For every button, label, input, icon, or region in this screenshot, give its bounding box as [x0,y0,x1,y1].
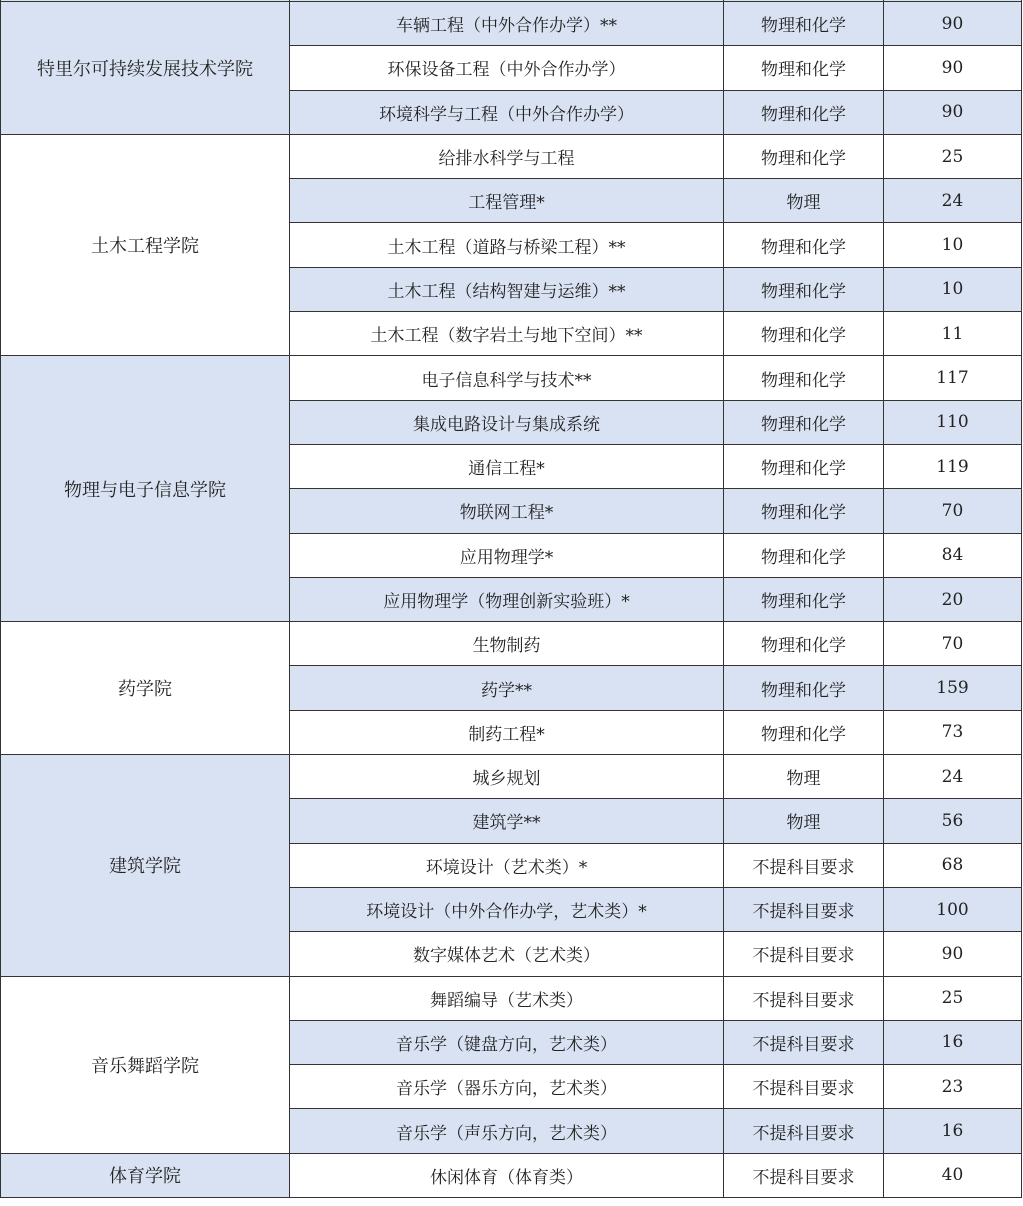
enrollment-count: 11 [884,312,1022,356]
subject-requirement: 不提科目要求 [724,976,884,1020]
major-name: 环境设计（中外合作办学，艺术类）* [290,887,724,931]
major-name: 土木工程（道路与桥梁工程）** [290,223,724,267]
table-row [1,356,1022,400]
enrollment-count: 56 [884,799,1022,843]
major-name: 休闲体育（体育类） [290,1153,724,1197]
table-row [1,134,1022,178]
enrollment-count: 70 [884,622,1022,666]
major-name: 集成电路设计与集成系统 [290,400,724,444]
subject-requirement: 物理和化学 [724,710,884,754]
major-name: 制药工程* [290,710,724,754]
major-name: 生物制药 [290,622,724,666]
major-name: 应用物理学* [290,533,724,577]
subject-requirement: 物理和化学 [724,312,884,356]
enrollment-count: 100 [884,887,1022,931]
enrollment-count: 73 [884,710,1022,754]
subject-requirement: 物理和化学 [724,356,884,400]
enrollment-count: 159 [884,666,1022,710]
major-name: 城乡规划 [290,755,724,799]
enrollment-count: 90 [884,90,1022,134]
major-name: 环保设备工程（中外合作办学） [290,46,724,90]
subject-requirement: 物理和化学 [724,577,884,621]
subject-requirement: 物理和化学 [724,2,884,46]
table-row [1,976,1022,1020]
subject-requirement: 物理和化学 [724,134,884,178]
subject-requirement: 物理和化学 [724,267,884,311]
enrollment-count: 20 [884,577,1022,621]
enrollment-count: 23 [884,1065,1022,1109]
subject-requirement: 不提科目要求 [724,843,884,887]
subject-requirement: 不提科目要求 [724,1020,884,1064]
enrollment-count: 68 [884,843,1022,887]
college-name: 土木工程学院 [1,134,290,355]
subject-requirement: 物理和化学 [724,90,884,134]
major-name: 土木工程（数字岩土与地下空间）** [290,312,724,356]
subject-requirement: 物理和化学 [724,46,884,90]
subject-requirement: 物理和化学 [724,444,884,488]
college-name: 建筑学院 [1,755,290,976]
enrollment-count: 10 [884,267,1022,311]
subject-requirement: 不提科目要求 [724,887,884,931]
major-name: 数字媒体艺术（艺术类） [290,932,724,976]
enrollment-count: 24 [884,755,1022,799]
college-name: 物理与电子信息学院 [1,356,290,622]
enrollment-count: 90 [884,46,1022,90]
table-row [1,622,1022,666]
enrollment-count: 117 [884,356,1022,400]
subject-requirement: 物理 [724,179,884,223]
subject-requirement: 物理和化学 [724,666,884,710]
table-row [1,755,1022,799]
subject-requirement: 物理和化学 [724,533,884,577]
major-name: 给排水科学与工程 [290,134,724,178]
major-name: 应用物理学（物理创新实验班）* [290,577,724,621]
college-name: 体育学院 [1,1153,290,1197]
table-row [1,1153,1022,1197]
subject-requirement: 不提科目要求 [724,1109,884,1153]
enrollment-count: 25 [884,976,1022,1020]
subject-requirement: 物理 [724,799,884,843]
major-name: 舞蹈编导（艺术类） [290,976,724,1020]
major-name: 环境科学与工程（中外合作办学） [290,90,724,134]
enrollment-count: 84 [884,533,1022,577]
enrollment-count: 70 [884,489,1022,533]
college-name: 音乐舞蹈学院 [1,976,290,1153]
subject-requirement: 物理和化学 [724,622,884,666]
enrollment-count: 90 [884,2,1022,46]
table-body [1,0,1022,1198]
subject-requirement: 不提科目要求 [724,932,884,976]
major-name: 药学** [290,666,724,710]
subject-requirement: 物理和化学 [724,223,884,267]
major-name: 音乐学（键盘方向，艺术类） [290,1020,724,1064]
subject-requirement: 物理 [724,755,884,799]
subject-requirement: 不提科目要求 [724,1065,884,1109]
enrollment-count: 90 [884,932,1022,976]
enrollment-count: 16 [884,1109,1022,1153]
enrollment-count: 10 [884,223,1022,267]
subject-requirement: 物理和化学 [724,489,884,533]
enrollment-count: 25 [884,134,1022,178]
enrollment-count: 110 [884,400,1022,444]
major-name: 土木工程（结构智建与运维）** [290,267,724,311]
college-name: 特里尔可持续发展技术学院 [1,2,290,135]
college-name: 药学院 [1,622,290,755]
major-name: 车辆工程（中外合作办学）** [290,2,724,46]
major-name: 音乐学（声乐方向，艺术类） [290,1109,724,1153]
table-row [1,2,1022,46]
enrollment-count: 119 [884,444,1022,488]
enrollment-count: 24 [884,179,1022,223]
major-name: 工程管理* [290,179,724,223]
major-name: 电子信息科学与技术** [290,356,724,400]
subject-requirement: 物理和化学 [724,400,884,444]
subject-requirement: 不提科目要求 [724,1153,884,1197]
major-name: 通信工程* [290,444,724,488]
major-name: 音乐学（器乐方向，艺术类） [290,1065,724,1109]
major-name: 物联网工程* [290,489,724,533]
enrollment-count: 40 [884,1153,1022,1197]
enrollment-count: 16 [884,1020,1022,1064]
major-name: 环境设计（艺术类）* [290,843,724,887]
major-name: 建筑学** [290,799,724,843]
